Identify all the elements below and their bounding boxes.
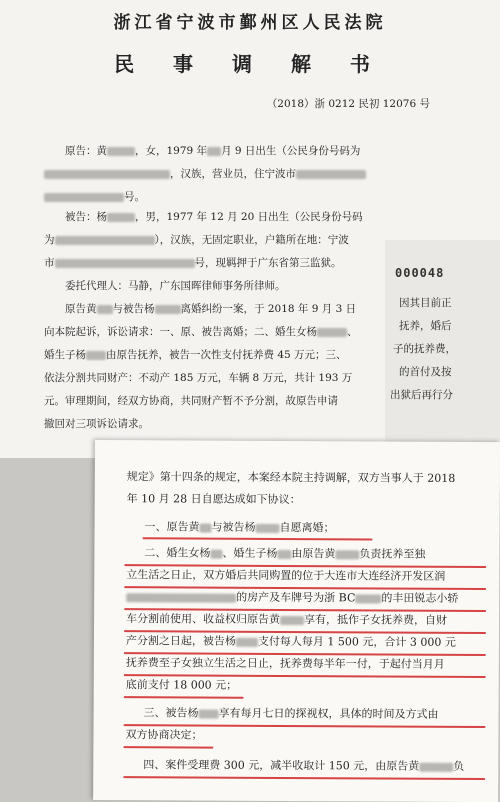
redaction: [296, 170, 366, 179]
redaction: [355, 594, 381, 603]
redaction: [200, 523, 212, 532]
redaction: [44, 170, 170, 179]
redaction: [236, 637, 258, 646]
defendant-paragraph: 被告：杨 ，男，1977 年 12 月 20 日出生（公民身份号码 为 ），汉族，无固定职业，户籍所在地：宁波 市 号，现羁押于广东省第三监狱。: [44, 211, 363, 269]
redaction: [256, 523, 280, 532]
redaction: [280, 615, 304, 624]
redaction: [155, 305, 181, 314]
redaction: [44, 193, 124, 202]
redaction: [55, 236, 155, 245]
agreement-item-3: 三、被告杨 享有每月七日的探视权，具体的时间及方式由 双方协商决定；: [125, 706, 439, 742]
redaction: [207, 147, 221, 156]
page2-line: 因其目前正: [399, 297, 452, 309]
red-underline: [142, 537, 372, 540]
redaction: [86, 351, 106, 360]
document-title: 民 事 调 解 书: [114, 52, 386, 76]
redaction: [107, 147, 135, 156]
redaction: [97, 305, 113, 314]
agreement-item-1: 一、原告黄 与被告杨 自愿离婚；: [144, 520, 335, 535]
plaintiff-paragraph: 原告：黄 ，女，1979 年 月 9 日出生（公民身份号码为 ，汉族，营业员，住宁波市 号。: [44, 140, 394, 209]
plaintiff-text: 原告：黄: [65, 145, 107, 157]
case-body-paragraph: 原告黄 与被告杨 离婚纠纷一案，于 2018 年 9 月 3 日 向本院起诉，诉讼请求：一、原、被告离婚；二、婚生女杨 、 婚生子杨 由原告抚养，被告一次性支付抚养费 45 万元；三、 依法分割共同财产：不动产 185 万元，车辆 8 万元，共计 193 万 元。审理期间，经双方协商，共同财产暂不予分割，故原告申请 撤回对三项诉讼请求。: [44, 303, 358, 430]
agreement-item-2: 二、婚生女杨 、婚生子杨 由原告黄 负责抚养至独 立生活之日止，双方婚后共同购置的位于大连市大连经济开发区润 的房产及车牌号为浙 BC 的丰田锐志小轿 车分割前使用、收益权归原告黄 享有，抵作子女抚养费，自财 产分割之日起，被告杨 支付每人每月 1 500 元，合计 3 000 元 抚养费至子女独立生活之日止，抚养费每半年一付，于起付当月月 底前支付 18 000 元；: [125, 546, 459, 692]
defendant-text: 被告：杨: [65, 211, 107, 223]
redaction: [126, 593, 236, 603]
redaction: [55, 259, 195, 268]
agreement-intro: 规定》第十四条的规定，本案经本院主持调解，双方当事人于 2018 年 10 月 28 日自愿达成如下协议：: [126, 470, 456, 507]
redaction: [199, 709, 219, 718]
court-name: 浙江省宁波市鄞州区人民法院: [113, 13, 387, 33]
agreement-item-4: 四、案件受理费 300 元，减半收取计 150 元，由原告黄 负: [143, 758, 465, 773]
page-stamp: 000048: [395, 266, 445, 280]
redaction: [419, 762, 453, 771]
redaction: [317, 328, 347, 337]
agent-paragraph: 委托代理人：马静，广东国晖律师事务所律师。: [65, 280, 286, 292]
red-underline: [123, 746, 213, 748]
redaction: [335, 550, 359, 559]
red-underline: [124, 696, 244, 698]
page2-line: 出狱后再行分: [390, 389, 453, 401]
page2-line: 抚养，婚后: [399, 320, 452, 332]
page2-line: 的首付及按: [399, 366, 452, 378]
redaction: [277, 549, 291, 558]
page2-line: 子的抚养费，: [393, 343, 456, 355]
document-page-3: [93, 440, 500, 802]
case-number: （2018）浙 0212 民初 12076 号: [266, 98, 430, 110]
redaction: [107, 213, 135, 222]
redaction: [210, 549, 222, 558]
